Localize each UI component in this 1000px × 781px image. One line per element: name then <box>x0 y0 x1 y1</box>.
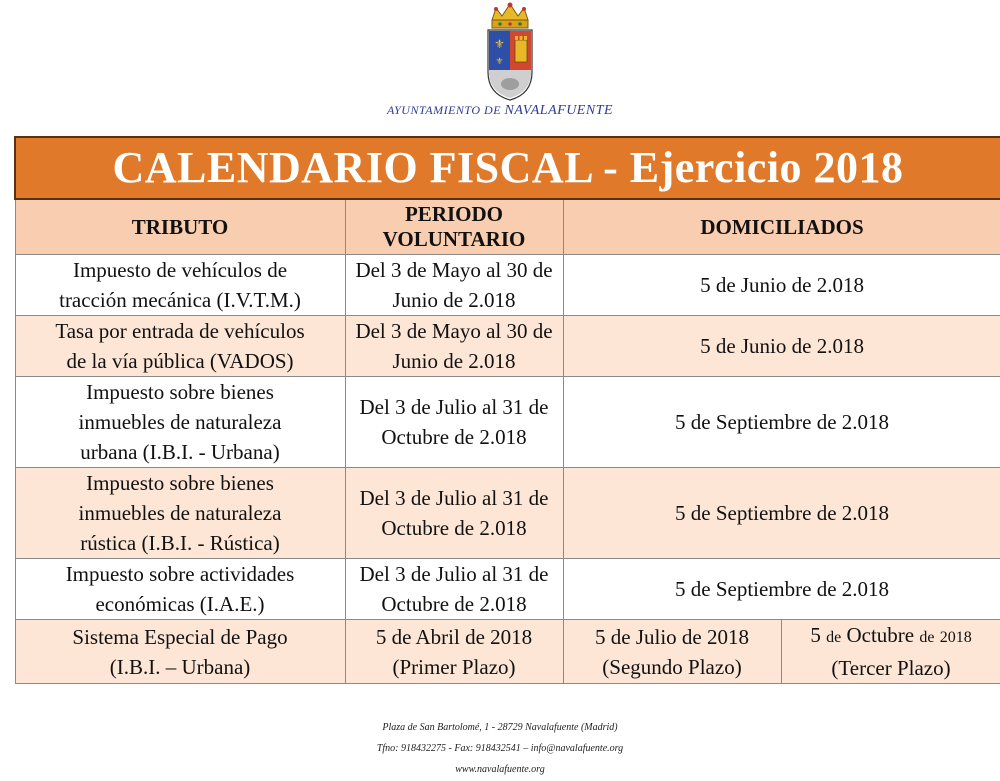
plazo-de: de <box>826 629 842 646</box>
tributo-line: Impuesto sobre bienes <box>86 380 274 404</box>
periodo-line: Del 3 de Mayo al 30 de <box>355 258 553 282</box>
tributo-cell <box>15 255 345 316</box>
periodo-line: Junio de 2.018 <box>392 288 516 312</box>
tributo-line: Sistema Especial de Pago <box>72 624 288 649</box>
column-header-tributo: TRIBUTO <box>15 199 345 255</box>
plazo-label: (Tercer Plazo) <box>831 656 951 680</box>
domiciliados-cell: 5 de Junio de 2.018 <box>563 316 1000 377</box>
column-header-periodo: PERIODO VOLUNTARIO <box>345 199 563 255</box>
plazo-date: 5 de Abril de 2018 <box>375 624 533 649</box>
plazo-month: Octubre <box>846 623 915 647</box>
tributo-line: inmuebles de naturaleza <box>78 501 282 525</box>
footer-website[interactable]: www.navalafuente.org <box>455 764 545 775</box>
domiciliados-cell: 5 de Junio de 2.018 <box>563 255 1000 316</box>
table-row <box>15 559 1000 620</box>
plazo-date: 5 de Julio de 2018 <box>595 624 749 649</box>
town-name: NAVALAFUENTE <box>504 103 614 118</box>
periodo-line: Junio de 2.018 <box>392 349 516 373</box>
periodo-cell <box>345 559 563 620</box>
town-name-caption <box>0 103 1000 119</box>
periodo-line: Octubre de 2.018 <box>381 516 527 540</box>
tributo-line: económicas (I.A.E.) <box>95 592 265 616</box>
periodo-line: Del 3 de Mayo al 30 de <box>355 319 553 343</box>
domiciliados-cell: 5 de Septiembre de 2.018 <box>563 559 1000 620</box>
plazo-1-cell <box>345 620 563 684</box>
tributo-cell <box>15 559 345 620</box>
svg-text:⚜: ⚜ <box>494 37 505 51</box>
column-header-domiciliados: DOMICILIADOS <box>563 199 1000 255</box>
svg-text:⚜: ⚜ <box>495 57 504 67</box>
plazo-year: 2018 <box>939 629 972 646</box>
tributo-line: rústica (I.B.I. - Rústica) <box>80 531 280 555</box>
periodo-cell <box>345 316 563 377</box>
domiciliados-cell: 5 de Septiembre de 2.018 <box>563 468 1000 559</box>
tributo-line: Impuesto sobre bienes <box>86 471 274 495</box>
footer-contact: Tfno: 918432275 - Fax: 918432541 – info@navalafuente.org <box>376 743 624 754</box>
table-row <box>15 468 1000 559</box>
plazo-de: de <box>919 629 935 646</box>
calendar-title: CALENDARIO FISCAL - Ejercicio 2018 <box>15 137 1000 199</box>
periodo-line: Del 3 de Julio al 31 de <box>359 486 549 510</box>
plazo-3-cell <box>781 620 1000 684</box>
plazo-day: 5 <box>810 623 821 647</box>
plazo-date <box>786 620 997 653</box>
tributo-line: Impuesto de vehículos de <box>72 258 288 282</box>
plazo-label: (Segundo Plazo) <box>602 654 742 679</box>
plazo-label: (Primer Plazo) <box>392 654 516 679</box>
periodo-line: Octubre de 2.018 <box>381 592 527 616</box>
tributo-line: tracción mecánica (I.V.T.M.) <box>59 288 301 312</box>
tributo-line: (I.B.I. – Urbana) <box>109 654 251 679</box>
tributo-line: Tasa por entrada de vehículos <box>55 319 305 343</box>
table-row <box>15 255 1000 316</box>
periodo-line: Octubre de 2.018 <box>381 425 527 449</box>
periodo-cell <box>345 377 563 468</box>
coat-of-arms-logo <box>480 2 540 102</box>
tributo-line: de la vía pública (VADOS) <box>66 349 294 373</box>
table-row-special <box>15 620 1000 684</box>
tributo-line: inmuebles de naturaleza <box>78 410 282 434</box>
periodo-cell <box>345 255 563 316</box>
town-prefix: AYUNTAMIENTO DE <box>386 103 502 117</box>
tributo-line: urbana (I.B.I. - Urbana) <box>80 440 280 464</box>
fiscal-calendar-table <box>14 136 1000 684</box>
table-row <box>15 316 1000 377</box>
tributo-line: Impuesto sobre actividades <box>65 562 295 586</box>
tributo-cell <box>15 316 345 377</box>
tributo-cell <box>15 620 345 684</box>
periodo-cell <box>345 468 563 559</box>
plazo-2-cell <box>563 620 781 684</box>
tributo-cell <box>15 377 345 468</box>
table-row <box>15 377 1000 468</box>
tributo-cell <box>15 468 345 559</box>
periodo-line: Del 3 de Julio al 31 de <box>359 562 549 586</box>
footer-address: Plaza de San Bartolomé, 1 - 28729 Navalafuente (Madrid) <box>382 722 618 733</box>
domiciliados-cell: 5 de Septiembre de 2.018 <box>563 377 1000 468</box>
periodo-line: Del 3 de Julio al 31 de <box>359 395 549 419</box>
